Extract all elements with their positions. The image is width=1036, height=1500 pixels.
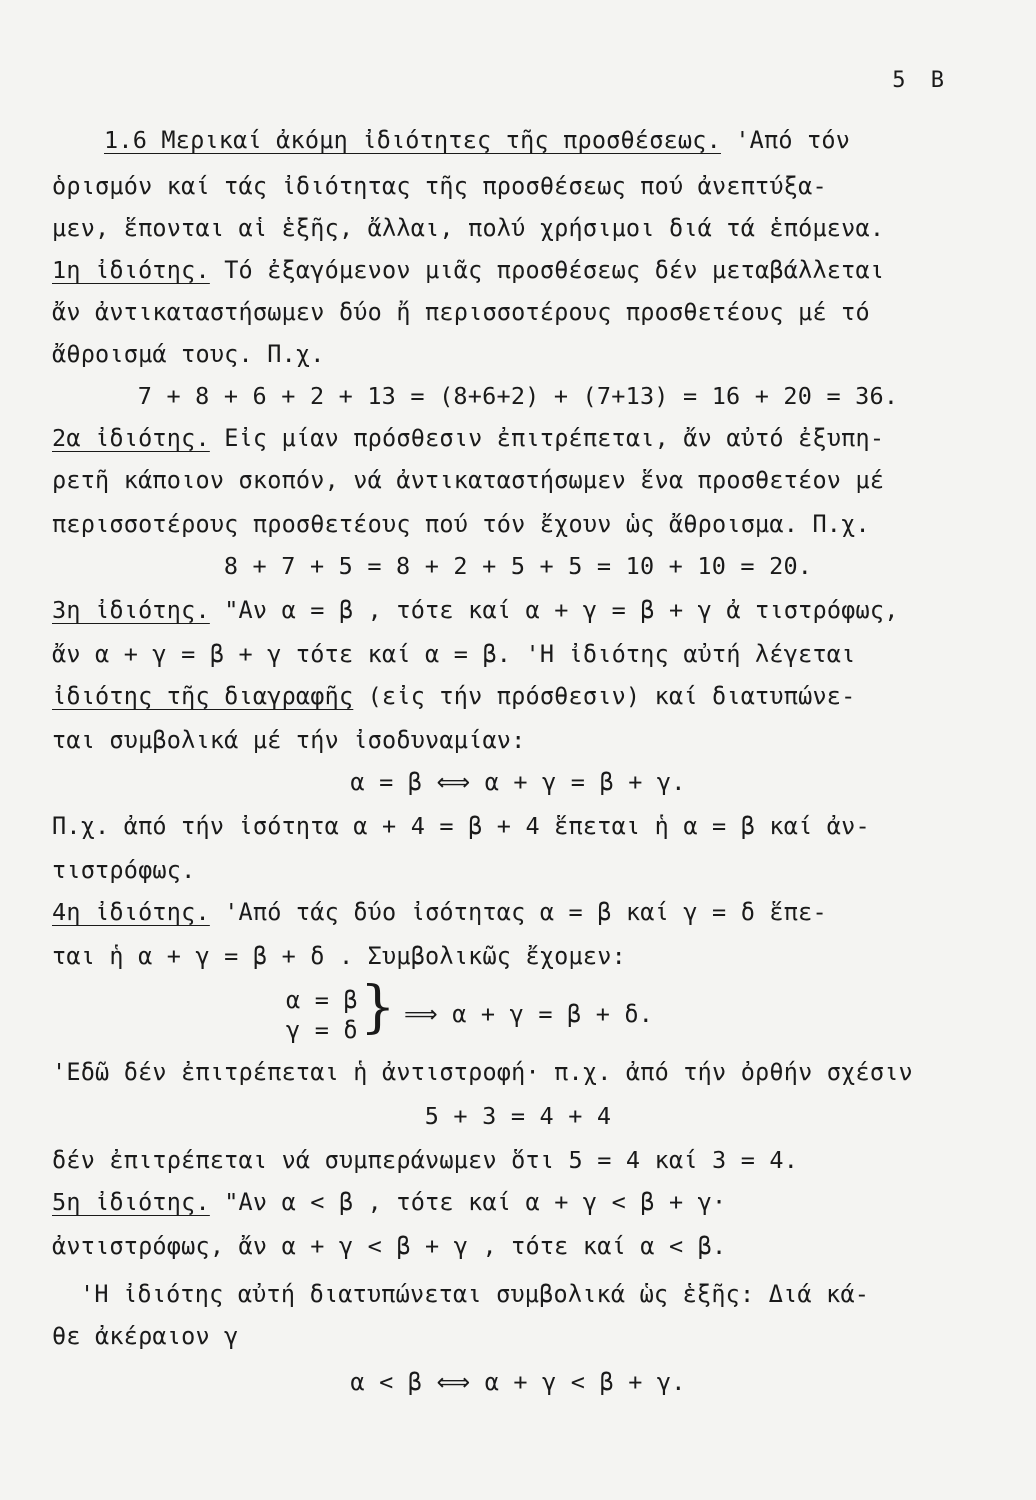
text-line-19 — [52, 898, 827, 926]
text-line-17: Π.χ. ἀπό τήν ἰσότητα α + 4 = β + 4 ἕπεται ἡ α = β καί ἀν- — [52, 812, 870, 840]
system-implication: ⟹ α + γ = β + δ. — [404, 1000, 654, 1028]
text-span: 'Από τάς δύο ἰσότητας α = β καί γ = δ ἕπε- — [209, 898, 827, 926]
text-span: Τό ἐξαγόμενον μιᾶς προσθέσεως δέν μεταβάλλεται — [209, 256, 885, 284]
equation-2: 8 + 7 + 5 = 8 + 2 + 5 + 5 = 10 + 10 = 20. — [223, 552, 813, 580]
property-2-heading: 2α ἰδιότης. — [52, 424, 210, 452]
property-3-heading: 3η ἰδιότης. — [52, 596, 210, 624]
equation-3: 5 + 3 = 4 + 4 — [424, 1102, 612, 1130]
text-line-22: 'Εδῶ δέν ἐπιτρέπεται ἡ ἀντιστροφή· π.χ. ἀπό τήν ὀρθήν σχέσιν — [52, 1058, 913, 1086]
text-line-9: ρετῆ κάποιον σκοπόν, νά ἀντικαταστήσωμεν ἕνα προσθετέον μέ — [52, 466, 885, 494]
text-line-20: ται ἡ α + γ = β + δ . Συμβολικῶς ἔχομεν: — [52, 942, 626, 970]
text-span: 'Από τόν — [720, 126, 851, 154]
text-line-13: ἄν α + γ = β + γ τότε καί α = β. 'Η ἰδιότης αὐτή λέγεται — [52, 640, 856, 668]
text-line-2: ὁρισμόν καί τάς ἰδιότητας τῆς προσθέσεως πού ἀνεπτύξα- — [52, 172, 827, 200]
text-line-12 — [52, 596, 899, 624]
property-5-heading: 5η ἰδιότης. — [52, 1188, 210, 1216]
text-line-6: ἄθροισμά τους. Π.χ. — [52, 340, 325, 368]
text-span: "Αν α < β , τότε καί α + γ < β + γ· — [209, 1188, 727, 1216]
equivalence-2: α < β ⟺ α + γ < β + γ. — [350, 1368, 686, 1396]
text-line-28: θε ἀκέραιον γ — [52, 1322, 239, 1350]
equation-1: 7 + 8 + 6 + 2 + 13 = (8+6+2) + (7+13) = 16 + 20 = 36. — [137, 382, 899, 410]
property-1-heading: 1η ἰδιότης. — [52, 256, 210, 284]
property-4-heading: 4η ἰδιότης. — [52, 898, 210, 926]
text-span: "Αν α = β , τότε καί α + γ = β + γ ἀ τιστρόφως, — [209, 596, 899, 624]
text-span: (εἰς τήν πρόσθεσιν) καί διατυπώνε- — [353, 682, 856, 710]
text-line-3: μεν, ἕπονται αἱ ἑξῆς, ἄλλαι, πολύ χρήσιμοι διά τά ἑπόμενα. — [52, 214, 885, 242]
text-line-8 — [52, 424, 884, 452]
text-line-5: ἄν ἀντικαταστήσωμεν δύο ἤ περισσοτέρους προσθετέους μέ τό — [52, 298, 870, 326]
system-eq-bottom: γ = δ — [286, 1016, 358, 1044]
equivalence-1: α = β ⟺ α + γ = β + γ. — [350, 768, 686, 796]
text-span: Εἰς μίαν πρόσθεσιν ἐπιτρέπεται, ἄν αὐτό ἐξυπη- — [209, 424, 885, 452]
text-line-10: περισσοτέρους προσθετέους πού τόν ἔχουν ὡς ἄθροισμα. Π.χ. — [52, 510, 870, 538]
text-line-14 — [52, 682, 856, 710]
text-line-25 — [52, 1188, 726, 1216]
text-line-15: ται συμβολικά μέ τήν ἰσοδυναμίαν: — [52, 726, 526, 754]
text-line-27: 'Η ἰδιότης αὐτή διατυπώνεται συμβολικά ὡς ἑξῆς: Διά κά- — [80, 1280, 870, 1308]
text-line-18: τιστρόφως. — [52, 856, 196, 884]
page-number: 5 B — [892, 68, 950, 93]
text-line-1 — [104, 126, 850, 154]
cancellation-property-term: ἰδιότης τῆς διαγραφῆς — [52, 682, 354, 710]
system-eq-top: α = β — [286, 986, 358, 1014]
text-line-24: δέν ἐπιτρέπεται νά συμπεράνωμεν ὅτι 5 = 4 καί 3 = 4. — [52, 1146, 799, 1174]
text-line-26: ἀντιστρόφως, ἄν α + γ < β + γ , τότε καί α < β. — [52, 1232, 727, 1260]
section-heading: 1.6 Μερικαί ἀκόμη ἰδιότητες τῆς προσθέσεως. — [104, 126, 721, 154]
right-brace-icon: } — [360, 975, 396, 1040]
text-line-4 — [52, 256, 884, 284]
